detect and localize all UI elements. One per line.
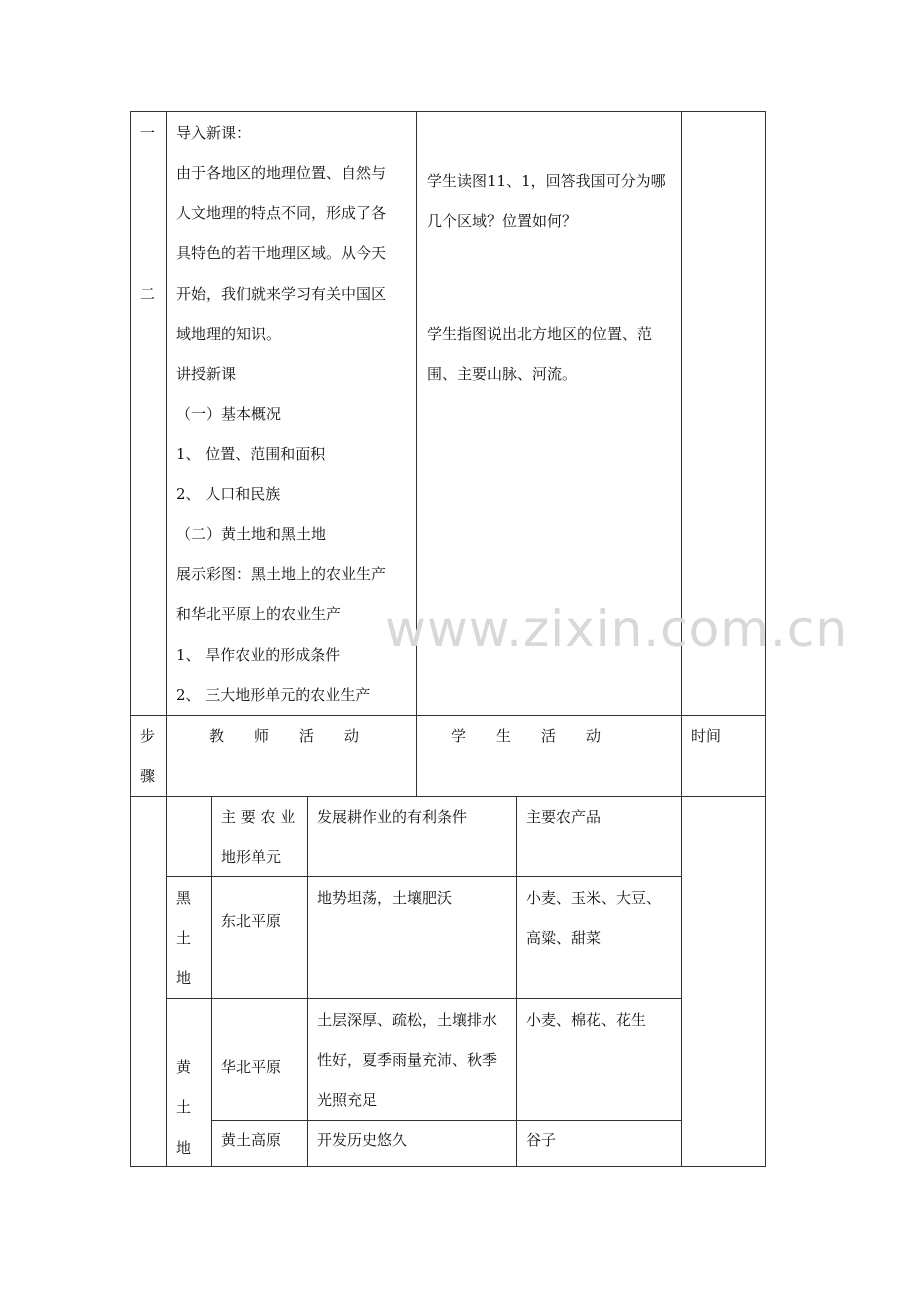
- table-border-top: [130, 111, 766, 112]
- row-products: 谷子: [526, 1131, 557, 1149]
- step-one: 一: [140, 124, 156, 142]
- row-divider-header: [130, 715, 766, 716]
- row-conditions: 光照充足: [317, 1091, 378, 1109]
- row-conditions: 地势坦荡，土壤肥沃: [317, 889, 453, 907]
- header-student-activity: 学 生 活 动: [451, 727, 602, 745]
- teacher-line: 和华北平原上的农业生产: [176, 605, 342, 623]
- watermark: www.zixin.com.cn: [385, 600, 849, 658]
- yellow-soil-label: 地: [176, 1139, 192, 1157]
- yellow-soil-label: 黄: [176, 1058, 192, 1076]
- row-unit: 华北平原: [221, 1058, 282, 1076]
- row-divider-crop-table: [130, 796, 766, 797]
- crop-head-unit: 地形单元: [221, 848, 282, 866]
- teacher-line: 人文地理的特点不同，形成了各: [176, 204, 387, 222]
- row-unit: 黄土高原: [221, 1131, 282, 1149]
- row-conditions: 土层深厚、疏松，土壤排水: [317, 1011, 498, 1029]
- teacher-line: 导入新课：: [176, 124, 252, 142]
- student-line: 学生读图11、1，回答我国可分为哪: [427, 172, 666, 190]
- crop-row-divider-2: [166, 998, 682, 999]
- col-divider-step: [166, 111, 167, 1167]
- table-border-left: [130, 111, 131, 1167]
- black-soil-label: 黑: [176, 889, 192, 907]
- teacher-line: 由于各地区的地理位置、自然与: [176, 164, 387, 182]
- student-line: 几个区域？位置如何？: [427, 212, 578, 230]
- crop-row-divider-1: [166, 876, 682, 877]
- row-products: 高粱、甜菜: [526, 929, 602, 947]
- row-conditions: 性好，夏季雨量充沛、秋季: [317, 1051, 498, 1069]
- teacher-line: 2、 三大地形单元的农业生产: [176, 686, 371, 704]
- teacher-line: 讲授新课: [176, 365, 237, 383]
- crop-col-divider-label: [211, 796, 212, 1167]
- black-soil-label: 地: [176, 969, 192, 987]
- row-products: 小麦、玉米、大豆、: [526, 889, 662, 907]
- crop-col-divider-unit: [307, 796, 308, 1167]
- teacher-line: 具特色的若干地理区域。从今天: [176, 244, 387, 262]
- col-divider-teacher: [416, 111, 417, 797]
- black-soil-label: 土: [176, 929, 192, 947]
- step-two: 二: [140, 285, 156, 303]
- header-time: 时间: [691, 727, 722, 745]
- yellow-soil-label: 土: [176, 1098, 192, 1116]
- crop-head-unit: 主 要 农 业: [221, 808, 296, 826]
- row-products: 小麦、棉花、花生: [526, 1011, 647, 1029]
- teacher-line: 1、 位置、范围和面积: [176, 445, 326, 463]
- crop-col-divider-conditions: [516, 796, 517, 1167]
- header-teacher-activity: 教 师 活 动: [209, 727, 360, 745]
- teacher-line: （一）基本概况: [176, 405, 282, 423]
- teacher-line: 2、 人口和民族: [176, 485, 281, 503]
- header-step: 骤: [140, 767, 156, 785]
- teacher-line: 展示彩图：黑土地上的农业生产: [176, 565, 387, 583]
- teacher-line: 开始，我们就来学习有关中国区: [176, 285, 387, 303]
- crop-head-conditions: 发展耕作业的有利条件: [317, 808, 468, 826]
- header-step: 步: [140, 727, 156, 745]
- crop-head-products: 主要农产品: [526, 808, 602, 826]
- student-line: 学生指图说出北方地区的位置、范: [427, 325, 653, 343]
- row-conditions: 开发历史悠久: [317, 1131, 408, 1149]
- crop-row-divider-3: [211, 1120, 682, 1121]
- table-border-bottom: [130, 1166, 766, 1167]
- teacher-line: 1、 旱作农业的形成条件: [176, 646, 341, 664]
- teacher-line: 域地理的知识。: [176, 325, 282, 343]
- student-line: 围、主要山脉、河流。: [427, 365, 578, 383]
- teacher-line: （二）黄土地和黑土地: [176, 525, 327, 543]
- row-unit: 东北平原: [221, 912, 282, 930]
